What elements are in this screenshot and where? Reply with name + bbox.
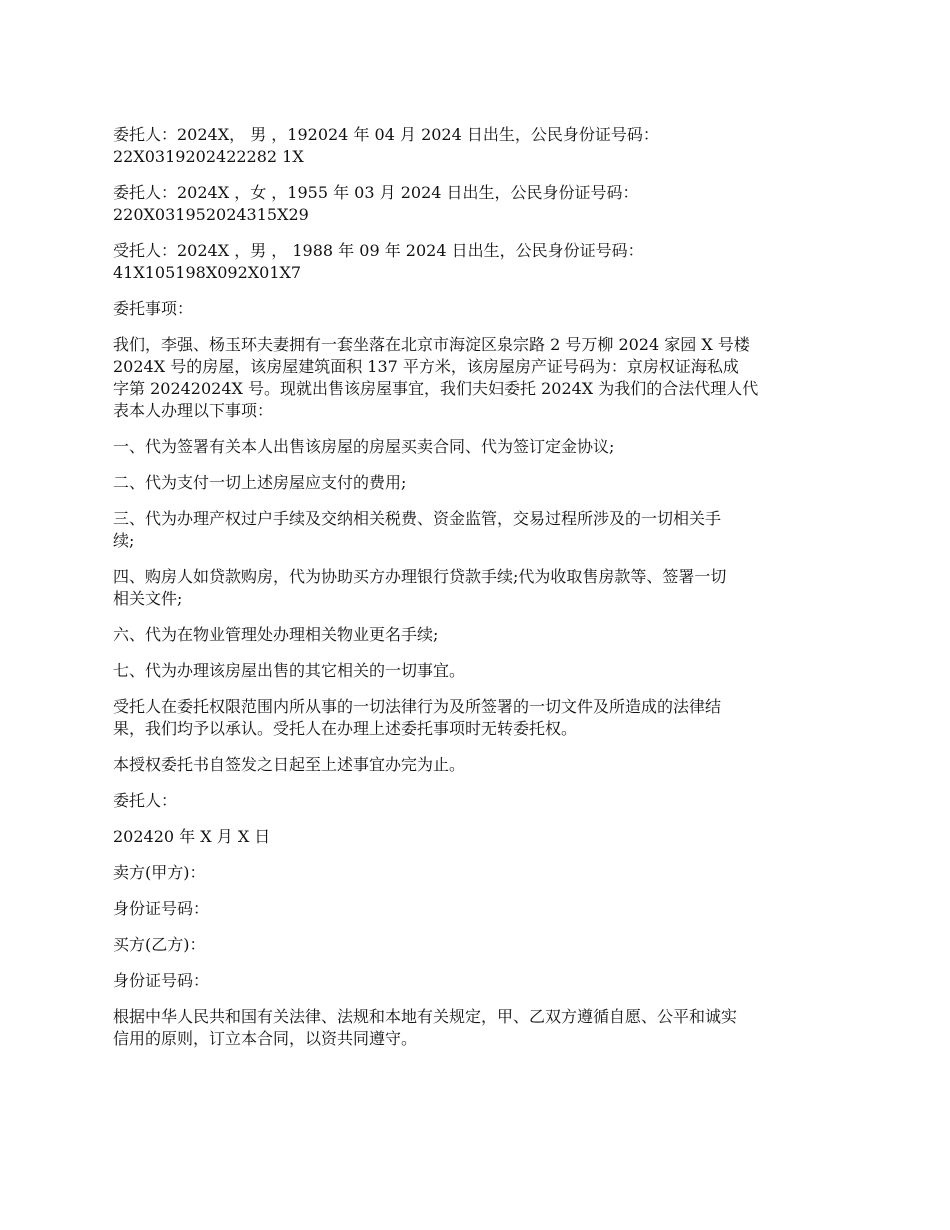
document-body xyxy=(113,124,840,1050)
paragraph-line: 六、代为在物业管理处办理相关物业更名手续; xyxy=(113,625,439,644)
paragraph-line: 七、代为办理该房屋出售的其它相关的一切事宜。 xyxy=(113,661,466,680)
paragraph-line: 我们，李强、杨玉环夫妻拥有一套坐落在北京市海淀区泉宗路 2 号万柳 2024 家园 X 号楼 xyxy=(113,335,750,354)
client-signature-label xyxy=(113,790,840,812)
property-paragraph xyxy=(113,334,840,422)
matter-item-3 xyxy=(113,508,840,552)
paragraph-line: 委托人：2024X， 男 ，192024 年 04 月 2024 日出生，公民身份证号码： xyxy=(113,125,659,144)
paragraph-line: 22X0319202422282 1X xyxy=(113,147,304,166)
paragraph-line: 202420 年 X 月 X 日 xyxy=(113,827,271,846)
buyer-id-label xyxy=(113,970,840,992)
seller-id-label xyxy=(113,898,840,920)
paragraph-line: 220X031952024315X29 xyxy=(113,205,309,224)
paragraph-line: 字第 20242024X 号。现就出售该房屋事宜，我们夫妇委托 2024X 为我们的合法代理人代 xyxy=(113,379,759,398)
paragraph-line: 一、代为签署有关本人出售该房屋的房屋买卖合同、代为签订定金协议; xyxy=(113,437,615,456)
agent-paragraph xyxy=(113,240,840,284)
paragraph-line: 委托人：2024X ，女 ，1955 年 03 月 2024 日出生，公民身份证号码： xyxy=(113,183,639,202)
paragraph-line: 买方(乙方)： xyxy=(113,935,206,954)
paragraph-line: 相关文件; xyxy=(113,589,183,608)
paragraph-line: 41X105198X092X01X7 xyxy=(113,263,302,282)
paragraph-line: 表本人办理以下事项： xyxy=(113,401,274,420)
matter-item-7 xyxy=(113,660,840,682)
seller-label xyxy=(113,862,840,884)
matters-heading xyxy=(113,298,840,320)
contract-intro-paragraph xyxy=(113,1006,840,1050)
buyer-label xyxy=(113,934,840,956)
matter-item-4 xyxy=(113,566,840,610)
paragraph-line: 委托事项： xyxy=(113,299,194,318)
paragraph-line: 三、代为办理产权过户手续及交纳相关税费、资金监管，交易过程所涉及的一切相关手 xyxy=(113,509,722,528)
matter-item-6 xyxy=(113,624,840,646)
paragraph-line: 根据中华人民共和国有关法律、法规和本地有关规定，甲、乙双方遵循自愿、公平和诚实 xyxy=(113,1007,738,1026)
paragraph-line: 身份证号码： xyxy=(113,899,210,918)
paragraph-line: 续; xyxy=(113,531,135,550)
validity-paragraph xyxy=(113,754,840,776)
matter-item-1 xyxy=(113,436,840,458)
paragraph-line: 二、代为支付一切上述房屋应支付的费用; xyxy=(113,473,407,492)
paragraph-line: 果，我们均予以承认。受托人在办理上述委托事项时无转委托权。 xyxy=(113,719,578,738)
paragraph-line: 2024X 号的房屋，该房屋建筑面积 137 平方米，该房屋房产证号码为：京房权证海私成 xyxy=(113,357,739,376)
date-line xyxy=(113,826,840,848)
paragraph-line: 受托人：2024X ，男 ， 1988 年 09 年 2024 日出生，公民身份证号码： xyxy=(113,241,644,260)
paragraph-line: 信用的原则，订立本合同，以资共同遵守。 xyxy=(113,1029,418,1048)
paragraph-line: 本授权委托书自签发之日起至上述事宜办完为止。 xyxy=(113,755,466,774)
paragraph-line: 四、购房人如贷款购房，代为协助买方办理银行贷款手续;代为收取售房款等、签署一切 xyxy=(113,567,727,586)
client-1-paragraph xyxy=(113,124,840,168)
paragraph-line: 身份证号码： xyxy=(113,971,210,990)
matter-item-2 xyxy=(113,472,840,494)
paragraph-line: 受托人在委托权限范围内所从事的一切法律行为及所签署的一切文件及所造成的法律结 xyxy=(113,697,722,716)
client-2-paragraph xyxy=(113,182,840,226)
paragraph-line: 委托人： xyxy=(113,791,178,810)
authority-paragraph xyxy=(113,696,840,740)
paragraph-line: 卖方(甲方)： xyxy=(113,863,206,882)
